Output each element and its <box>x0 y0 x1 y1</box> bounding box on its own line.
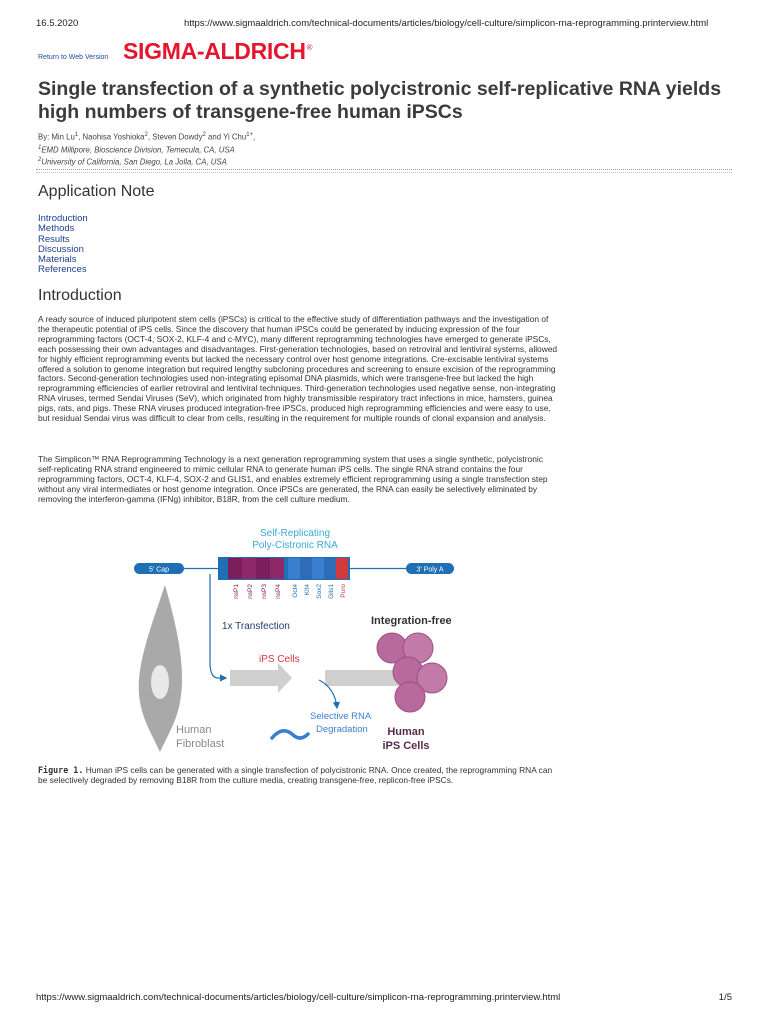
transfection-label: 1x Transfection <box>222 621 290 632</box>
nsp1-block <box>228 558 242 579</box>
figure-1-caption <box>38 765 558 785</box>
toc-link-materials[interactable]: Materials <box>38 254 77 266</box>
affiliation-sup: 1 <box>38 144 42 151</box>
application-note-heading: Application Note <box>38 183 155 200</box>
human-ips-label-2: iPS Cells <box>382 740 430 752</box>
author-line: By: Min Lu$^1$, Naohisa Yoshioka$^2$, Steven Dowdy$^2$ and Yi Chu$^{1+}$, <box>38 132 256 142</box>
page-number: 1/5 <box>718 992 732 1003</box>
nsp2-block <box>242 558 256 579</box>
nsp-blocks <box>228 558 284 579</box>
segment-label: nsP1 <box>233 584 240 599</box>
sigma-aldrich-logo <box>123 38 312 65</box>
fig-title-line-2: Poly-Cistronic RNA <box>252 540 338 551</box>
figure-caption-text: Human iPS cells can be generated with a single transfection of polycistronic RNA. Once created, the reprogramming RNA can be selectively degraded by removing B18R from the culture media, creating transgene-free, replicon-free iPSCs. <box>38 765 553 785</box>
logo-text: SIGMA-ALDRICH <box>123 38 306 64</box>
intro-paragraph-2: The Simplicon™ RNA Reprogramming Technology is a next generation reprogramming system that uses a single synthetic, polycistronic self-replicating RNA strand engineered to mimic cellular RNA to generate human iPS cells. The single RNA strand contains the four reprogramming factors, OCT-4, KLF-4, SOX-2 and GLIS1, and enables extremely efficient reprogramming using a single transfection step without any viral intermediates or host genome integration. Once iPSCs are generated, the RNA can easily be selectively eliminated by removing the interferon-gamma (IFNg) inhibitor, B18R, from the cell culture medium. <box>38 454 548 504</box>
divider <box>36 169 732 173</box>
toc-link-results[interactable]: Results <box>38 233 70 245</box>
segment-label: nsP2 <box>247 584 254 599</box>
affiliation-text: University of California, San Diego, La Jolla, CA, USA <box>41 157 227 167</box>
klf4-block <box>300 558 312 579</box>
introduction-heading: Introduction <box>38 287 122 304</box>
figure-1-diagram <box>130 520 470 760</box>
integration-free-label: Integration-free <box>371 615 452 627</box>
author-sup: 1 <box>74 132 79 138</box>
fig-title-line-1: Self-Replicating <box>259 528 331 539</box>
toc-link-methods[interactable]: Methods <box>38 223 75 235</box>
footer-url: https://www.sigmaaldrich.com/technical-documents/articles/biology/cell-culture/simplicon-rna-reprogramming.printerview.html <box>36 992 561 1003</box>
human-fibroblast-label-1: Human <box>176 724 212 736</box>
toc-link-discussion[interactable]: Discussion <box>38 243 84 255</box>
segment-label: Sox2 <box>316 584 323 599</box>
fibroblast-nucleus <box>151 665 169 699</box>
author-name: Naohisa Yoshioka <box>82 132 145 142</box>
segment-label: nsP3 <box>261 584 268 599</box>
human-ips-label-1: Human <box>387 726 425 738</box>
affiliation-text: EMD Millipore, Bioscience Division, Temecula, CA, USA <box>41 145 235 155</box>
author-name: Steven Dowdy <box>152 132 203 142</box>
selective-rna-label-1: Selective RNA <box>310 711 372 722</box>
human-fibroblast-label-2: Fibroblast <box>176 738 225 750</box>
segment-label: Puro <box>340 584 347 598</box>
oct4-block <box>288 558 300 579</box>
process-arrow-1 <box>230 663 292 693</box>
puro-block <box>336 558 348 579</box>
article-header <box>38 78 722 168</box>
segment-label: Glis1 <box>328 584 335 599</box>
segment-labels <box>233 584 347 599</box>
toc-link-introduction[interactable]: Introduction <box>38 213 88 224</box>
table-of-contents <box>38 214 88 276</box>
sox2-block <box>312 558 324 579</box>
author-name: Min Lu <box>51 132 75 142</box>
ips-cell <box>395 682 425 712</box>
segment-label: nsP4 <box>275 584 282 599</box>
print-footer <box>36 992 732 1003</box>
author-sup: 1+ <box>246 132 254 138</box>
selective-rna-label-2: Degradation <box>316 724 368 735</box>
registered-mark: ® <box>306 43 313 53</box>
segment-label: Klf4 <box>304 584 311 596</box>
brand-row <box>36 40 736 68</box>
segment-label: Oct4 <box>292 584 299 598</box>
article-title: Single transfection of a synthetic polycistronic self-replicative RNA yields high numbers of transgene-free human iPSCs <box>38 78 722 123</box>
toc-link-references[interactable]: References <box>38 264 87 276</box>
nsp3-block <box>256 558 270 579</box>
affiliation-2 <box>38 155 568 168</box>
affiliation-sup: 2 <box>38 157 42 164</box>
factor-blocks <box>288 558 348 579</box>
author-name: Yi Chu <box>223 132 247 142</box>
poly-a-label: 3' Poly A <box>416 566 444 574</box>
author-sup: 2 <box>202 132 206 138</box>
by-label: By: <box>38 132 50 142</box>
print-date: 16.5.2020 <box>36 18 79 29</box>
print-url: https://www.sigmaaldrich.com/technical-documents/articles/biology/cell-culture/simplicon-rna-reprogramming.printerview.html <box>184 18 709 29</box>
ips-cells-label: iPS Cells <box>259 654 300 665</box>
figure-label: Figure 1. <box>38 765 84 775</box>
degraded-rna-squiggle <box>272 731 308 738</box>
intro-paragraph-1: A ready source of induced pluripotent stem cells (iPSCs) is critical to the effective study of differentiation pathways and the investigation of the therapeutic potential of iPS cells. Since the discovery that human iPSCs could be generated by inducing expression of the four reprogramming factors (OCT-4, SOX-2, KLF-4 and c-MYC), many different reprogramming technologies have emerged to generate iPSCs, each possessing their own advantages and disadvantages. First-generation technologies, based on retroviral and lentiviral systems, allowed for highly efficient reprogramming events but lacked the necessary control over host genome integrations. Cre-excisable lentiviral systems offered a solution to genome integration but required lengthy subcloning procedures and screening to ensure excision of the reprogramming factors. Second-generation technologies used non-integrating episomal DNA plasmids, which were transgene-free but lacked the high reprogramming efficiencies of earlier retroviral and lentiviral techniques. Third-generation technologies used negative sense, non-integrating RNA viruses, termed Sendai Viruses (SeV), which originated from highly transmissible respiratory tract infections in mice, hamsters, guinea pigs, rats, and pigs. These RNA viruses produced integration-free iPSCs, produced high reprogramming efficiencies and were easy to use, but residual Sendai virus was difficult to clear from cells, resulting in the requirement for multiple rounds of clonal expansion and analysis. <box>38 314 558 424</box>
authors-block <box>38 130 568 168</box>
affiliation-1 <box>38 143 568 156</box>
author-sup: 2 <box>144 132 148 138</box>
return-to-web-link[interactable]: Return to Web Version <box>38 54 109 61</box>
glis1-block <box>324 558 336 579</box>
and-text: and <box>208 132 222 142</box>
five-cap-label: 5' Cap <box>148 566 170 574</box>
nsp4-block <box>270 558 284 579</box>
